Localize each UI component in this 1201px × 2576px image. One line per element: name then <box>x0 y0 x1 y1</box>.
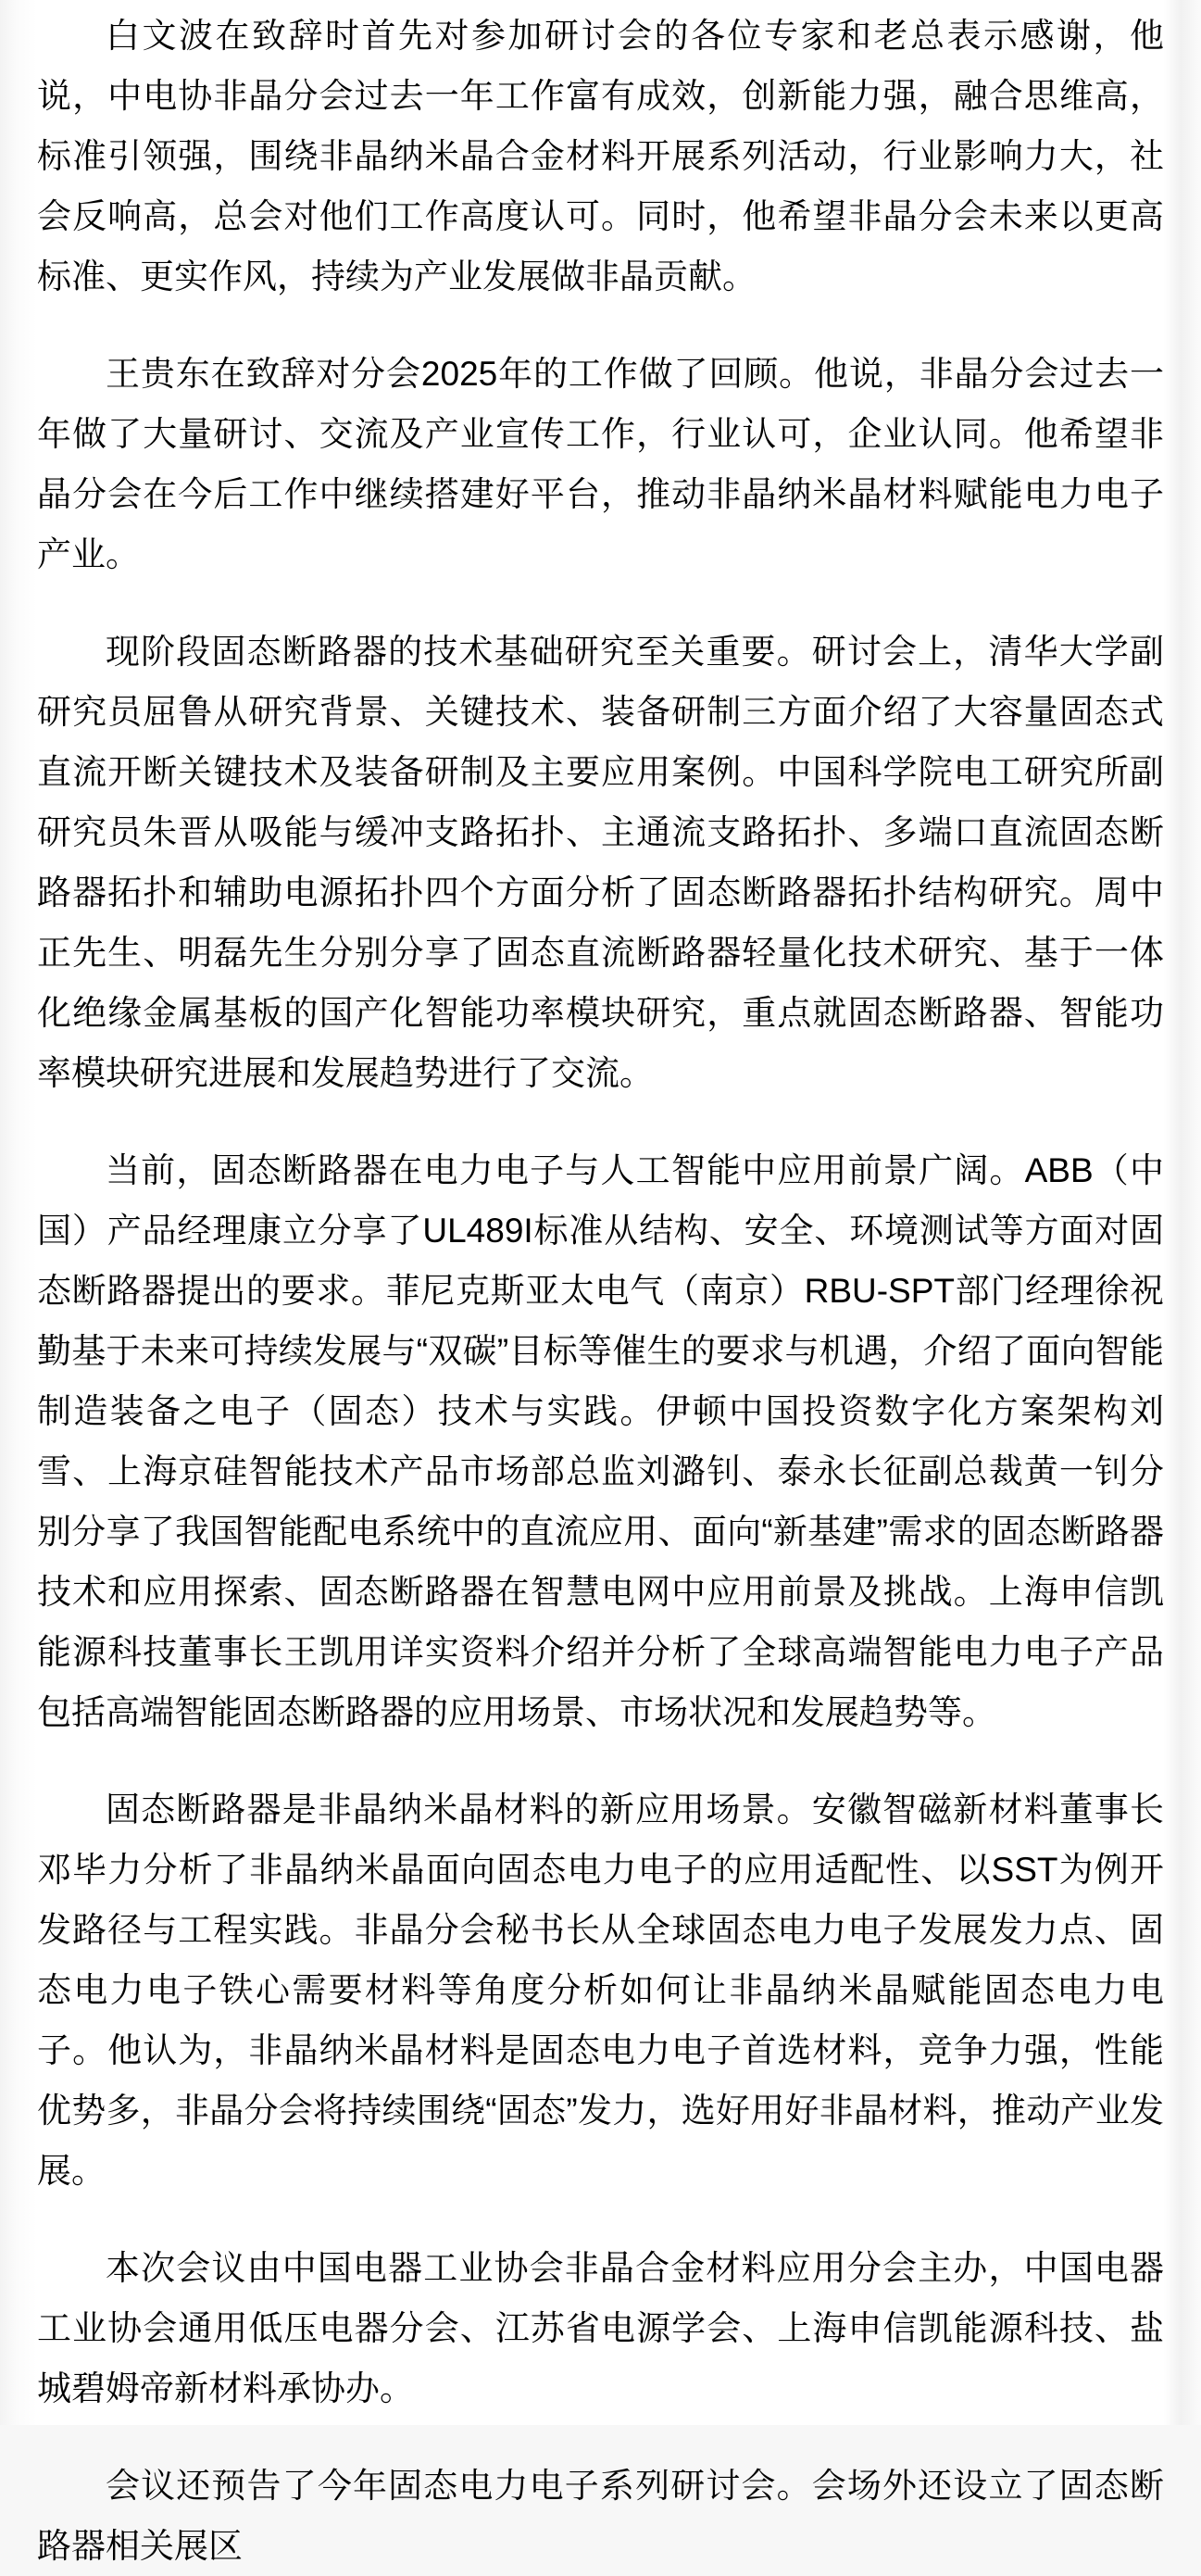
paragraph-closing-preview: 会议还预告了今年固态电力电子系列研讨会。会场外还设立了固态断路器相关展区 <box>37 2467 1164 2565</box>
paragraph-technical-research: 现阶段固态断路器的技术基础研究至关重要。研讨会上，清华大学副研究员屈鲁从研究背景、关键技术、装备研制三方面介绍了大容量固态式直流开断关键技术及装备研制及主要应用案例。中国科学院电工研究所副研究员朱晋从吸能与缓冲支路拓扑、主通流支路拓扑、多端口直流固态断路器拓扑和辅助电源拓扑四个方面分析了固态断路器拓扑结构研究。周中正先生、明磊先生分别分享了固态直流断路器轻量化技术研究、基于一体化绝缘金属基板的国产化智能功率模块研究，重点就固态断路器、智能功率模块研究进展和发展趋势进行了交流。 <box>37 633 1164 1092</box>
page-margin-left <box>0 0 37 2425</box>
paragraph-opening-remarks-bai: 白文波在致辞时首先对参加研讨会的各位专家和老总表示感谢，他说，中电协非晶分会过去一年工作富有成效，创新能力强，融合思维高，标准引领强，围绕非晶纳米晶合金材料开展系列活动，行业影响力大，社会反响高，总会对他们工作高度认可。同时，他希望非晶分会未来以更高标准、更实作风，持续为产业发展做非晶贡献。 <box>37 17 1164 295</box>
paragraph-organizers: 本次会议由中国电器工业协会非晶合金材料应用分会主办，中国电器工业协会通用低压电器分会、江苏省电源学会、上海申信凯能源科技、盐城碧姆帝新材料承协办。 <box>37 2249 1164 2407</box>
article-body <box>37 6 1164 2576</box>
paragraph-opening-remarks-wang: 王贵东在致辞对分会2025年的工作做了回顾。他说，非晶分会过去一年做了大量研讨、交流及产业宣传工作，行业认可，企业认同。他希望非晶分会在今后工作中继续搭建好平台，推动非晶纳米晶材料赋能电力电子产业。 <box>37 355 1164 573</box>
paragraph-amorphous-materials: 固态断路器是非晶纳米晶材料的新应用场景。安徽智磁新材料董事长邓毕力分析了非晶纳米晶面向固态电力电子的应用适配性、以SST为例开发路径与工程实践。非晶分会秘书长从全球固态电力电子发展发力点、固态电力电子铁心需要材料等角度分析如何让非晶纳米晶赋能固态电力电子。他认为，非晶纳米晶材料是固态电力电子首选材料，竞争力强，性能优势多，非晶分会将持续围绕“固态”发力，选好用好非晶材料，推动产业发展。 <box>37 1791 1164 2190</box>
paragraph-industry-applications: 当前，固态断路器在电力电子与人工智能中应用前景广阔。ABB（中国）产品经理康立分享了UL489I标准从结构、安全、环境测试等方面对固态断路器提出的要求。菲尼克斯亚太电气（南京）RBU-SPT部门经理徐祝勤基于未来可持续发展与“双碳”目标等催生的要求与机遇，介绍了面向智能制造装备之电子（固态）技术与实践。伊顿中国投资数字化方案架构刘雪、上海京硅智能技术产品市场部总监刘潞钊、泰永长征副总裁黄一钊分别分享了我国智能配电系统中的直流应用、面向“新基建”需求的固态断路器技术和应用探索、固态断路器在智慧电网中应用前景及挑战。上海申信凯能源科技董事长王凯用详实资料介绍并分析了全球高端智能电力电子产品包括高端智能固态断路器的应用场景、市场状况和发展趋势等。 <box>37 1151 1164 1731</box>
page-margin-right <box>1164 0 1201 2425</box>
